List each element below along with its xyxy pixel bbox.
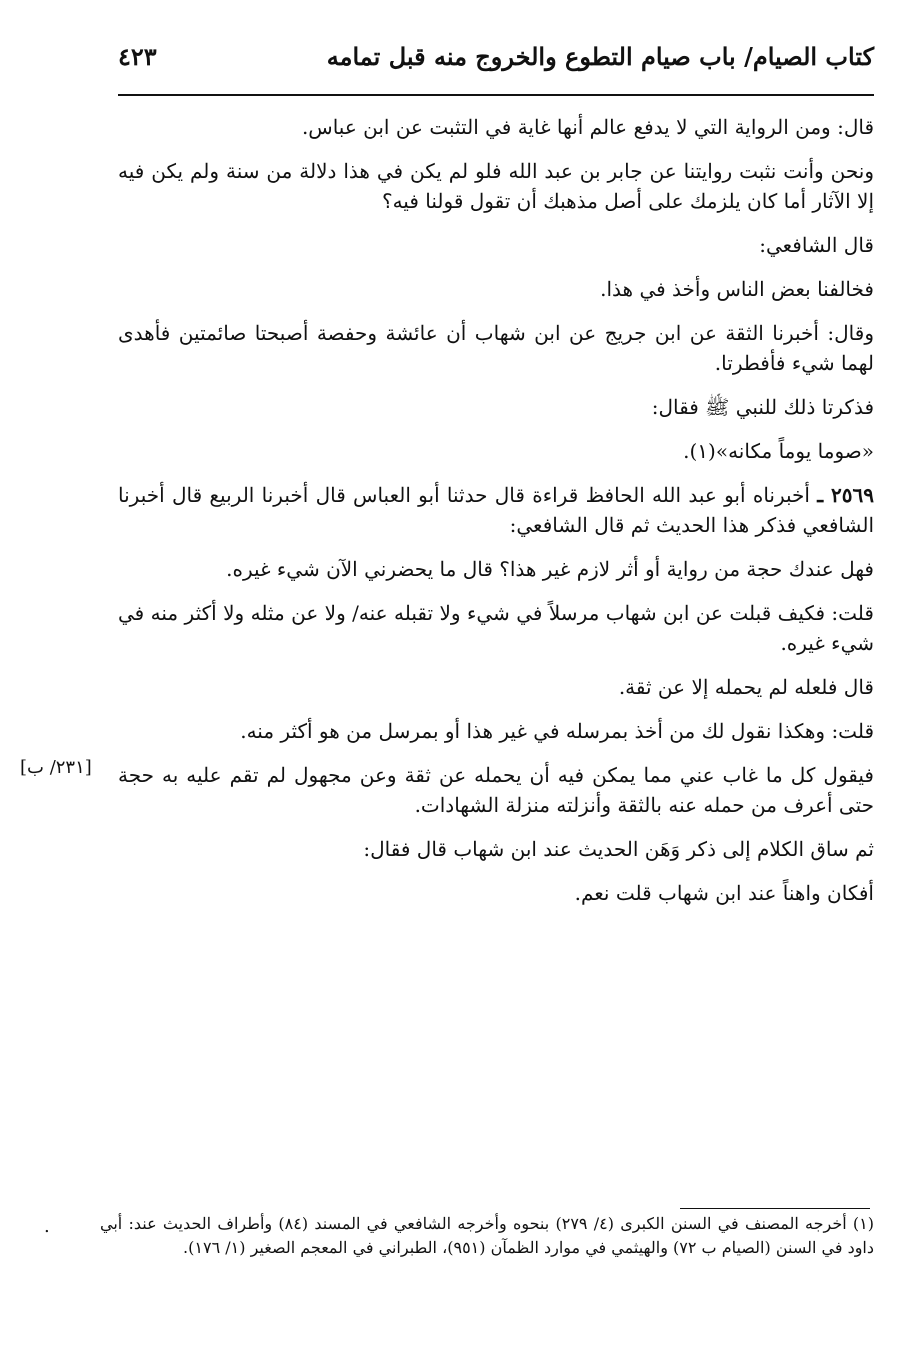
paragraph: وقال: أخبرنا الثقة عن ابن جريج عن ابن شهاب أن عائشة وحفصة أصبحتا صائمتين فأهدى لهما شيء فأفطرتا. (118, 321, 874, 375)
paragraph: فخالفنا بعض الناس وأخذ في هذا. (600, 277, 874, 301)
page-number: ٤٢٣ (118, 42, 157, 71)
footnote: (١) أخرجه المصنف في السنن الكبرى (٤/ ٢٧٩) بنحوه وأخرجه الشافعي في المسند (٨٤) وأطراف الحديث عند: أبي داود في السنن (الصيام ب ٧٢) والهيثمي في موارد الظمآن (٩٥١)، الطبراني في المعجم الصغير (١/ ١٧٦). (100, 1214, 875, 1257)
hadith-number: ٢٥٦٩ ـ (817, 483, 874, 507)
page-header (118, 42, 874, 92)
margin-dot: . (44, 1216, 50, 1237)
paragraph: قلت: وهكذا نقول لك من أخذ بمرسله في غير هذا أو بمرسل من هو أكثر منه. (240, 719, 874, 743)
paragraph: أفكان واهناً عند ابن شهاب قلت نعم. (574, 881, 874, 905)
paragraph: ونحن وأنت نثبت روايتنا عن جابر بن عبد الله فلو لم يكن في هذا دلالة من سنة ولم يكن فيه إلا الآثار أما كان يلزمك على أصل مذهبك أن تقول قولنا فيه؟ (118, 159, 874, 213)
paragraph: قال: ومن الرواية التي لا يدفع عالم أنها غاية في التثبت عن ابن عباس. (301, 115, 874, 139)
paragraph: فهل عندك حجة من رواية أو أثر لازم غير هذا؟ قال ما يحضرني الآن شيء غيره. (226, 557, 874, 581)
footnote-rule (680, 1208, 870, 1209)
running-title: كتاب الصيام/ باب صيام التطوع والخروج منه قبل تمامه (326, 42, 874, 71)
paragraph: «صوما يوماً مكانه»(١). (683, 439, 874, 463)
hadith-paragraph (118, 480, 874, 540)
paragraph: ثم ساق الكلام إلى ذكر وَهَن الحديث عند ابن شهاب قال فقال: (363, 837, 874, 861)
body-text (118, 112, 874, 922)
header-rule (118, 94, 874, 96)
paragraph: قال الشافعي: (759, 233, 874, 257)
paragraph: فيقول كل ما غاب عني مما يمكن فيه أن يحمله عن ثقة وعن مجهول لم تقم عليه به حجة حتى أعرف من حمله عنه بالثقة وأنزلته منزلة الشهادات. (118, 763, 874, 817)
folio-marker: [٢٣١/ ب] (20, 757, 92, 778)
paragraph: قلت: فكيف قبلت عن ابن شهاب مرسلاً في شيء ولا تقبله عنه/ ولا عن مثله ولا أكثر منه في شيء غيره. (118, 601, 874, 655)
paragraph: فذكرتا ذلك للنبي ﷺ فقال: (651, 395, 874, 419)
paragraph: قال فلعله لم يحمله إلا عن ثقة. (618, 675, 874, 699)
hadith-text: أخبرناه أبو عبد الله الحافظ قراءة قال حدثنا أبو العباس قال أخبرنا الربيع قال أخبرنا الشافعي فذكر هذا الحديث ثم قال الشافعي: (118, 483, 874, 537)
